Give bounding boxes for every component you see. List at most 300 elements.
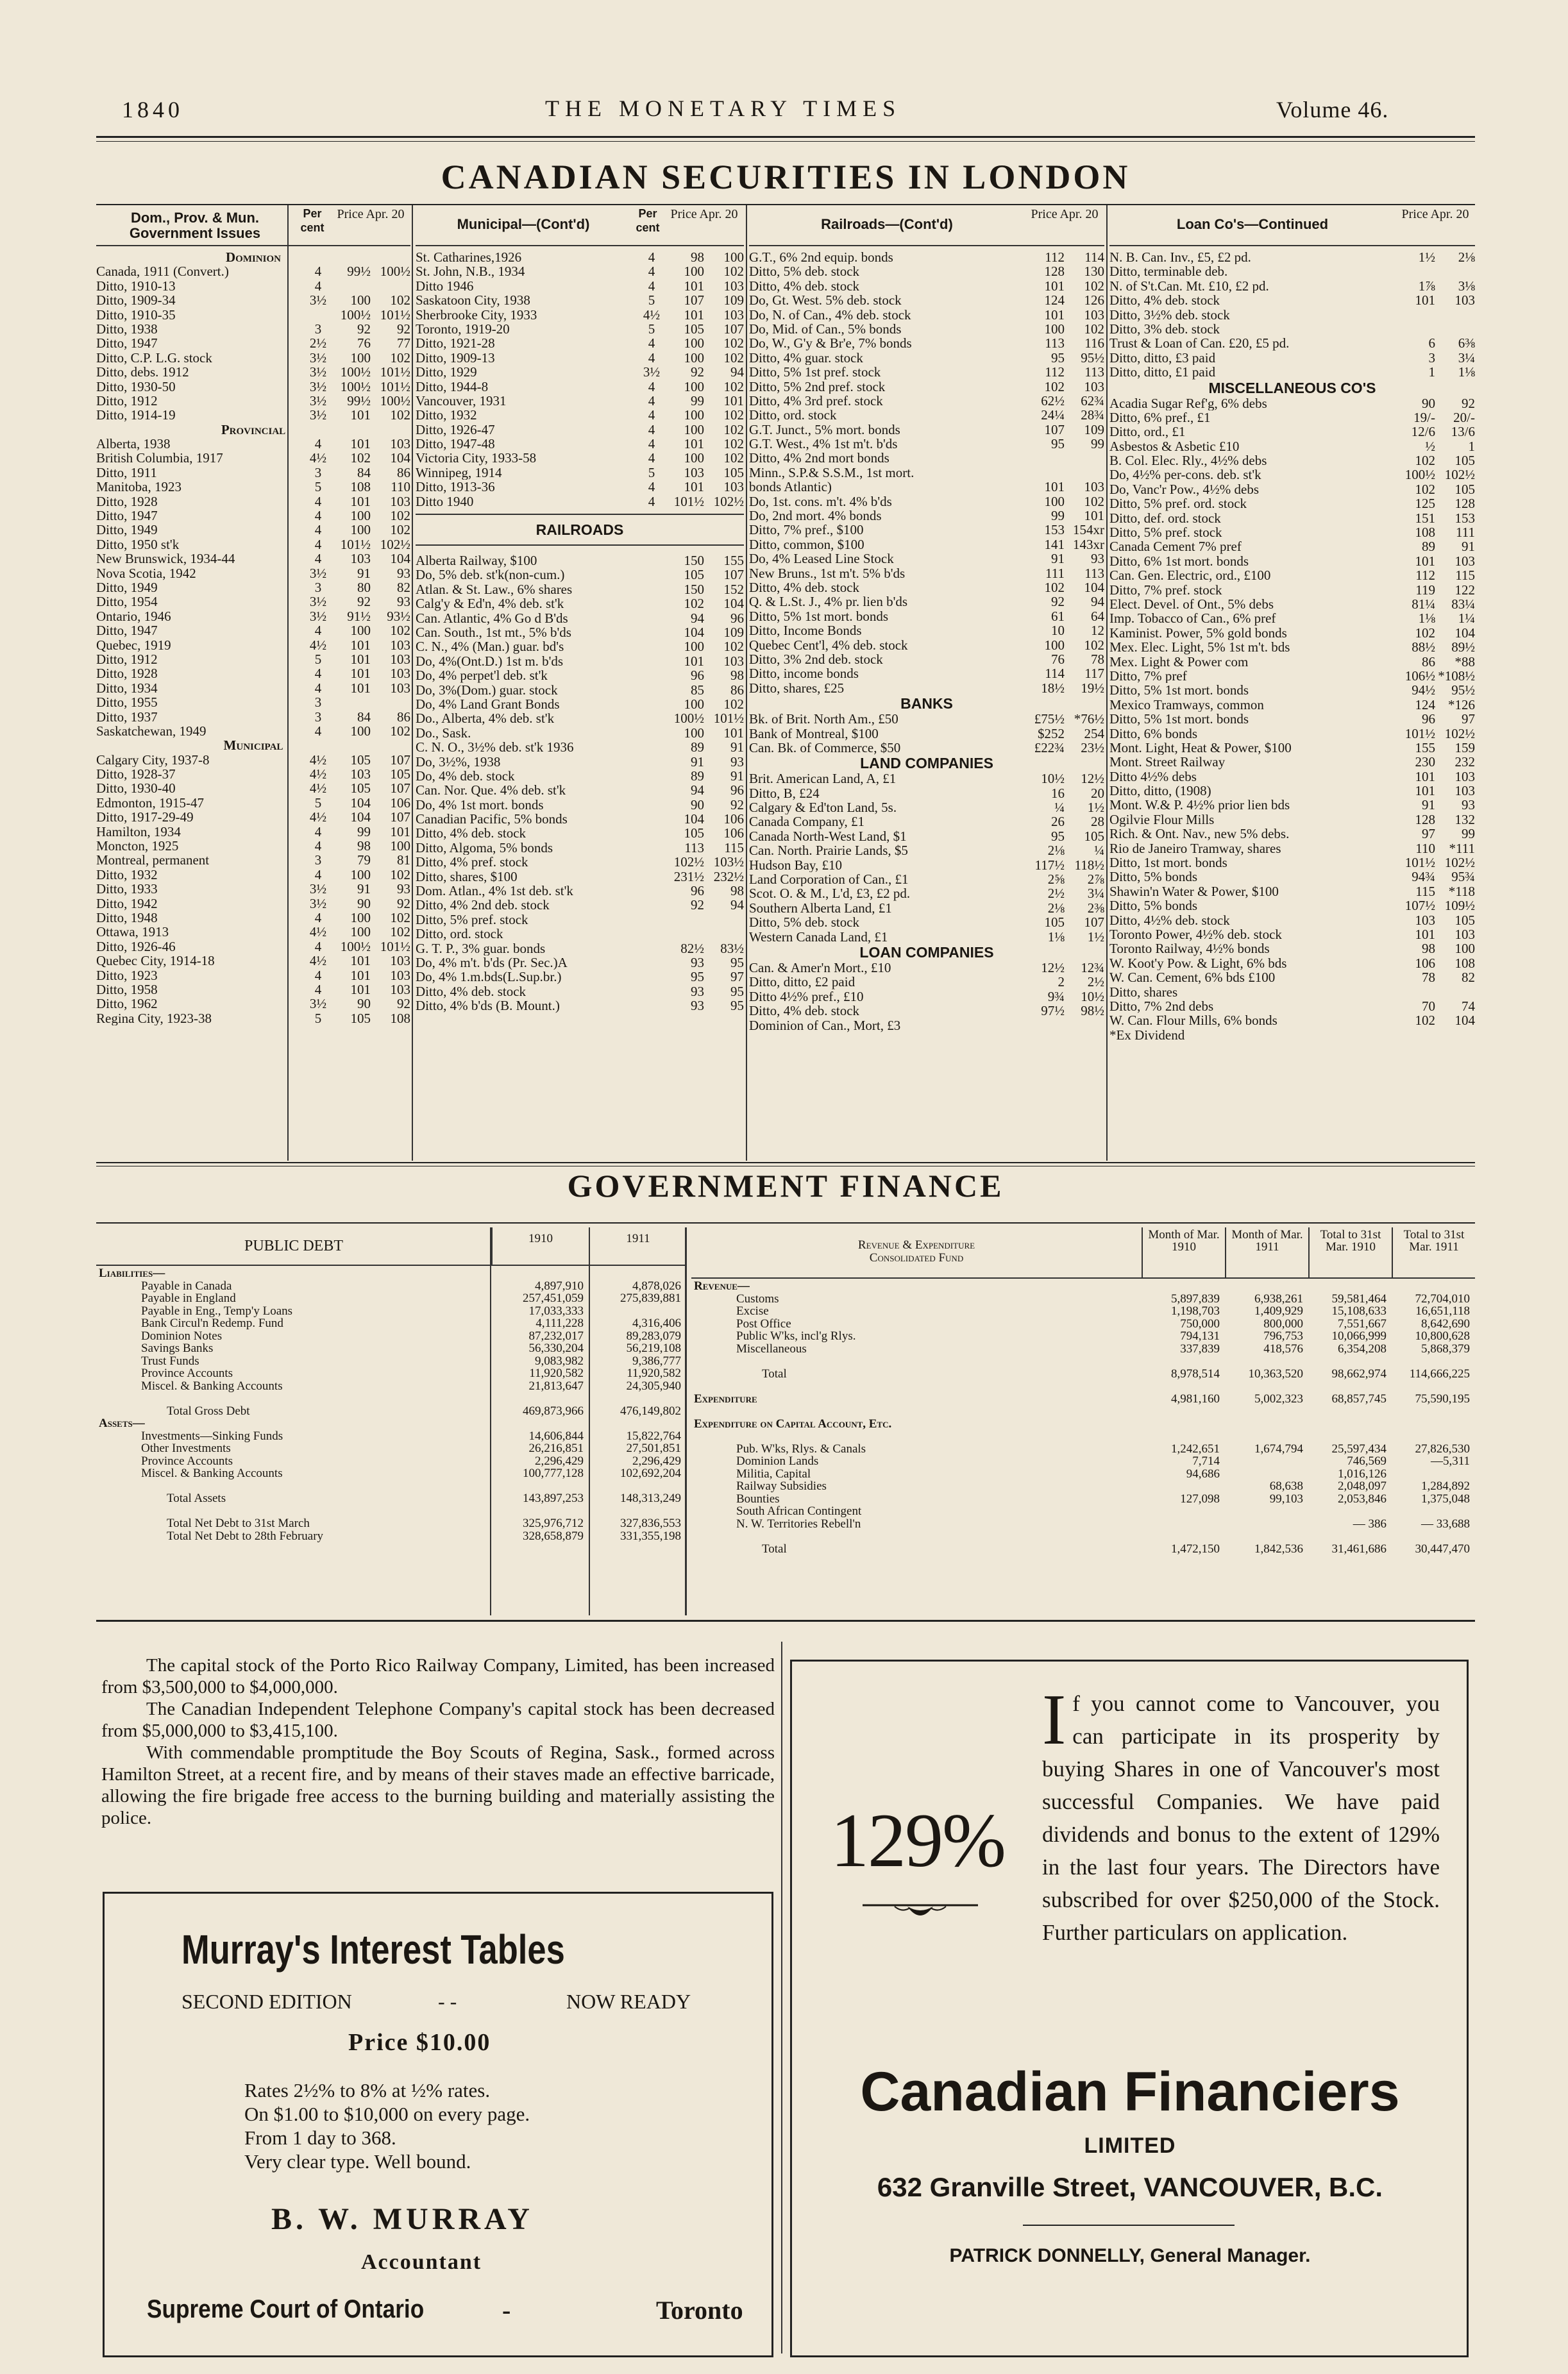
security-name: Do, 3½%, 1938: [416, 754, 501, 769]
price-high: 100½: [380, 392, 410, 408]
per-cent: 5: [314, 795, 322, 811]
value-cell: [1142, 1280, 1225, 1293]
price-low: 102: [684, 596, 704, 612]
section-heading: Dominion: [226, 249, 281, 265]
security-name: Ditto, 1947-48: [416, 437, 495, 451]
table-row: [96, 968, 410, 982]
security-name: Kaminist. Power, 5% gold bonds: [1109, 625, 1287, 641]
price-low: 97: [1422, 826, 1435, 842]
price-high: 106: [390, 795, 410, 811]
price-low: 101: [1415, 553, 1435, 569]
table-row: [1109, 956, 1475, 970]
per-cent: 3½: [643, 364, 661, 380]
value-cell: 1,409,929: [1254, 1304, 1303, 1318]
per-cent: 4: [314, 623, 322, 639]
revenue-subtitle: Consolidated Fund: [869, 1250, 964, 1265]
price-low: 102: [1415, 1013, 1435, 1029]
value-cell: 4,878,026: [632, 1279, 681, 1293]
price-high: 97: [1462, 711, 1475, 727]
row-label: Payable in England: [141, 1292, 236, 1305]
price-high: 254: [1084, 725, 1104, 741]
price-low: 24¼: [1041, 407, 1065, 423]
security-name: Ditto, 1958: [96, 982, 158, 997]
price-low: 19/-: [1413, 409, 1435, 425]
price-high: 102: [723, 450, 744, 466]
table-row: [1109, 827, 1475, 841]
per-cent: 4: [314, 967, 322, 983]
value-cell: [1142, 1405, 1225, 1418]
price-low: £75½: [1034, 711, 1065, 727]
table-row: [416, 279, 744, 293]
price-high: 20: [1091, 785, 1104, 801]
value-cell: 11,920,582: [529, 1367, 584, 1380]
price-low: 100: [350, 623, 371, 639]
table-row: [691, 1455, 1475, 1468]
row-label: [691, 1405, 1142, 1418]
security-name: Ditto, 1911: [96, 465, 157, 480]
price-high: 101½: [380, 938, 410, 954]
security-name: Ditto, Algoma, 5% bonds: [416, 840, 553, 855]
price-low: 88½: [1412, 639, 1435, 655]
table-row: [96, 1330, 686, 1343]
price-low: [331, 279, 371, 293]
value-cell: [1392, 1468, 1475, 1481]
per-cent: [639, 841, 664, 855]
table-row: [416, 611, 744, 625]
value-cell: 4,897,910: [535, 1279, 584, 1293]
table-row: [1109, 410, 1475, 425]
price-low: 104: [684, 811, 704, 827]
price-high: 115: [724, 839, 744, 855]
price-high: 109: [723, 292, 744, 308]
price-low: 84: [357, 709, 371, 725]
price-low: 101: [1415, 926, 1435, 942]
value-cell: 328,658,879: [523, 1529, 584, 1543]
security-name: Ditto, 4% deb. stock: [749, 278, 860, 294]
price-high: 102: [1084, 321, 1104, 337]
table-row: [1109, 583, 1475, 597]
security-name: Ditto, 1947: [96, 623, 158, 638]
value-cell: 26,216,851: [528, 1442, 584, 1455]
value-cell: 7,714: [1192, 1454, 1220, 1468]
per-cent: [305, 308, 331, 322]
value-cell: [589, 1392, 686, 1405]
price-high: 109: [723, 624, 744, 640]
security-name: Ditto, 1909-34: [96, 293, 176, 308]
value-cell: 17,033,333: [528, 1304, 584, 1318]
price-low: 100: [684, 378, 704, 394]
price-low: 101: [350, 436, 371, 452]
price-high: 232: [1454, 754, 1475, 770]
price-high: [704, 927, 744, 941]
table-row: [691, 1543, 1475, 1556]
price-low: 105: [350, 780, 371, 796]
price-low: 101: [350, 981, 371, 997]
table-row: [749, 380, 1104, 394]
price-high: 99: [1462, 826, 1475, 842]
price-low: 101½: [673, 493, 704, 509]
per-cent: 3: [314, 579, 322, 595]
edition-dash: - -: [438, 1990, 457, 2013]
price-high: 93: [1091, 551, 1104, 567]
price-high: 86: [397, 464, 410, 480]
table-row: [1109, 812, 1475, 827]
value-cell: 10,363,520: [1248, 1367, 1303, 1381]
value-cell: 1,674,794: [1254, 1442, 1303, 1456]
price-high: *111: [1449, 840, 1475, 856]
table-row: [96, 1280, 686, 1293]
security-name: Canada Cement 7% pref: [1109, 539, 1242, 554]
table-row: [96, 1467, 686, 1480]
table-row: [1109, 770, 1475, 784]
security-name: Ditto, 5% deb. stock: [749, 915, 860, 930]
price-low: [1025, 1018, 1065, 1032]
price-high: 102½: [1444, 467, 1475, 483]
canadian-financiers-advertisement: [790, 1660, 1469, 2357]
security-name: Ditto, 1910-13: [96, 278, 176, 294]
security-name: Ditto, 1934: [96, 680, 158, 696]
value-cell: 469,873,966: [523, 1404, 584, 1418]
price-high: 159: [1454, 739, 1475, 755]
price-high: 107: [390, 752, 410, 768]
value-cell: [1142, 1518, 1225, 1531]
row-label: Pub. W'ks, Rlys. & Canals: [736, 1442, 866, 1456]
table-row: [416, 654, 744, 668]
table-row: [1109, 784, 1475, 798]
security-name: Ditto, 4½% deb. stock: [1109, 913, 1230, 927]
price-high: 105: [1454, 912, 1475, 928]
price-high: 81: [397, 852, 410, 868]
price-high: 91: [730, 768, 744, 784]
table-row: [1109, 351, 1475, 365]
price-low: £22¾: [1034, 739, 1065, 755]
value-cell: 750,000: [1180, 1317, 1220, 1331]
security-name: Ditto, 1928: [96, 666, 158, 681]
table-row: [416, 365, 744, 379]
table-row: [96, 509, 410, 523]
table-row: [96, 724, 410, 738]
price-low: 1⅛: [1047, 929, 1065, 945]
col-divider: [746, 205, 747, 1161]
price-high: 99: [1091, 436, 1104, 452]
price-low: 112: [1045, 249, 1065, 265]
security-name: Can. Bk. of Commerce, $50: [749, 740, 901, 755]
security-name: Ditto, 4% deb. stock: [416, 826, 527, 841]
value-cell: 1,284,892: [1421, 1479, 1470, 1493]
per-cent: [639, 870, 664, 884]
value-cell: 16,651,118: [1415, 1304, 1470, 1318]
price-low: 124: [1415, 696, 1435, 712]
table-row: [1109, 999, 1475, 1013]
value-cell: [589, 1305, 686, 1318]
price-low: 92: [357, 321, 371, 337]
security-name: Q. & L.St. J., 4% pr. lien b'ds: [749, 594, 908, 609]
security-name: Mex. Elec. Light, 5% 1st m't. bds: [1109, 640, 1290, 655]
price-high: 3⅛: [1458, 278, 1475, 294]
security-name: Ditto, Income Bonds: [749, 623, 862, 638]
table-row: [416, 984, 744, 998]
table-row: [749, 975, 1104, 989]
price-low: 10: [1051, 623, 1065, 639]
per-cent: 4½: [309, 924, 327, 940]
security-name: Ditto, C.P. L.G. stock: [96, 350, 212, 366]
price-low: 113: [684, 839, 704, 855]
table-row: [416, 870, 744, 884]
security-name: Do, 5% deb. st'k(non-cum.): [416, 568, 565, 582]
value-cell: 8,642,690: [1421, 1317, 1470, 1331]
security-name: Elect. Devel. of Ont., 5% debs: [1109, 596, 1274, 612]
security-name: Ditto, income bonds: [749, 666, 859, 681]
price-low: 110: [1415, 840, 1435, 856]
edition: SECOND EDITION: [181, 1990, 352, 2013]
security-name: Canada North-West Land, $1: [749, 829, 907, 844]
price-high: 97: [730, 969, 744, 985]
price-high: 102½: [1444, 725, 1475, 741]
security-name: Ditto, 5% bonds: [1109, 898, 1198, 913]
value-cell: 800,000: [1263, 1317, 1303, 1331]
price-high: 2⅞: [1087, 871, 1104, 888]
price-high: 82: [1462, 970, 1475, 986]
feature-amounts: On $1.00 to $10,000 on every page.: [244, 2103, 530, 2125]
price-high: 102: [723, 436, 744, 452]
table-row: [96, 796, 410, 810]
row-label: Expenditure on Capital Account, Etc.: [694, 1417, 892, 1431]
header-rule-2: [96, 141, 1475, 142]
table-row: [749, 322, 1104, 336]
price-high: 101: [723, 725, 744, 741]
table-row: [1109, 597, 1475, 611]
feature-days: From 1 day to 368.: [244, 2126, 396, 2149]
price-high: 104: [723, 596, 744, 612]
value-cell: 9,386,777: [632, 1354, 681, 1368]
security-name: Scot. O. & M., L'd, £3, £2 pd.: [749, 886, 911, 901]
table-row: [96, 1455, 686, 1468]
security-name: Ditto, 7% pref., $100: [749, 523, 864, 537]
price-low: 105: [684, 567, 704, 583]
table-row: [96, 652, 410, 666]
table-row: [96, 322, 410, 336]
section-heading: BANKS: [900, 695, 953, 712]
security-name: Ditto, 1944-8: [416, 379, 489, 394]
security-name: Ditto, shares, £25: [749, 680, 845, 696]
price-low: 101: [350, 493, 371, 509]
table-row: [416, 826, 744, 840]
table-row: [691, 1318, 1475, 1331]
price-high: 64: [1091, 608, 1104, 624]
security-name: Quebec Cent'l, 4% deb. stock: [749, 637, 908, 652]
security-name: Ditto, 1955: [96, 695, 158, 710]
security-name: Ditto 4½% debs: [1109, 769, 1197, 784]
security-name: Do, Mid. of Can., 5% bonds: [749, 321, 902, 337]
value-cell: [1308, 1418, 1392, 1431]
security-name: Ditto, 5% 2nd pref. stock: [749, 379, 886, 394]
security-name: W. Can. Cement, 6% bds £100: [1109, 970, 1276, 985]
price-low: 100: [684, 421, 704, 437]
table-row: [749, 250, 1104, 264]
security-name: Ditto, 5% 1st pref. stock: [749, 365, 881, 380]
security-name: Manitoba, 1923: [96, 480, 181, 494]
table-row: [691, 1280, 1475, 1293]
security-name: Do, 4½% per-cons. deb. st'k: [1109, 467, 1261, 482]
security-name: Mont. W.& P. 4½% prior lien bds: [1109, 798, 1290, 812]
per-cent: [639, 755, 664, 769]
security-name: Ditto, ditto, £3 paid: [1109, 350, 1216, 366]
price-high: 102: [390, 407, 410, 423]
value-cell: 72,704,010: [1415, 1292, 1470, 1306]
table-row: [96, 839, 410, 853]
value-cell: 94,686: [1186, 1467, 1220, 1481]
value-cell: 6,938,261: [1254, 1292, 1303, 1306]
price-low: 104: [684, 624, 704, 640]
price-low: 92: [357, 594, 371, 610]
per-cent: [639, 826, 664, 840]
table-row: [96, 523, 410, 537]
per-cent: 4: [648, 436, 655, 452]
table-row: [1109, 539, 1475, 553]
murray-features: [244, 2078, 530, 2173]
table-row: [1109, 425, 1475, 439]
price-low: 61: [1051, 608, 1065, 624]
price-low: 113: [1045, 335, 1065, 351]
value-cell: 275,839,881: [620, 1292, 681, 1305]
table-row: [96, 1530, 686, 1543]
price-low: 151: [1415, 510, 1435, 526]
price-low: 91: [1422, 797, 1435, 813]
security-name: New Bruns., 1st m't. 5% b'ds: [749, 566, 906, 580]
price-low: 100½: [340, 378, 371, 394]
table-row: [1109, 336, 1475, 350]
security-name: Dom. Atlan., 4% 1st deb. st'k: [416, 884, 573, 898]
table-row: [1109, 1013, 1475, 1027]
price-low: [1395, 264, 1435, 278]
column-heading: Dom., Prov. & Mun.: [130, 210, 260, 226]
price-high: 83¼: [1451, 596, 1475, 612]
security-name: Winnipeg, 1914: [416, 465, 502, 480]
per-cent: 4½: [309, 450, 327, 466]
security-name: G.T. Junct., 5% mort. bonds: [749, 422, 900, 437]
price-low: 105: [684, 321, 704, 337]
table-row: [96, 810, 410, 824]
revenue-expenditure-table: [691, 1227, 1475, 1555]
price-low: 107½: [1404, 898, 1435, 914]
table-row: [416, 697, 744, 711]
value-cell: [1308, 1530, 1392, 1543]
value-cell: [589, 1480, 686, 1493]
security-name: Ditto, 5% 1st mort. bonds: [749, 609, 889, 624]
price-low: 105: [350, 752, 371, 768]
price-high: 106: [723, 825, 744, 841]
per-cent: [639, 639, 664, 653]
price-high: 62¾: [1081, 392, 1104, 408]
price-low: [664, 913, 704, 927]
table-row: [96, 1342, 686, 1355]
table-row: [749, 989, 1104, 1004]
value-cell: [1142, 1480, 1225, 1493]
security-name: Ditto, 4% 2nd mort bonds: [749, 451, 889, 466]
price-high: 2⅛: [1458, 249, 1475, 265]
debt-divider: [490, 1227, 491, 1615]
value-cell: 10,066,999: [1331, 1329, 1387, 1343]
table-row: [691, 1518, 1475, 1531]
security-name: Calg'y & Ed'n, 4% deb. st'k: [416, 596, 564, 611]
table-row: [96, 308, 410, 322]
price-low: 100½: [340, 364, 371, 380]
security-name: Ditto, 7% pref. stock: [1109, 582, 1222, 597]
table-row: [749, 829, 1104, 843]
price-low: 103: [1415, 912, 1435, 928]
value-cell: [491, 1480, 589, 1493]
security-name: Ditto, debs. 1912: [96, 365, 189, 380]
price-high: 103½: [713, 854, 744, 870]
price-low: 76: [1051, 651, 1065, 667]
security-name: Toronto Power, 4½% deb. stock: [1109, 927, 1282, 942]
value-cell: 15,822,764: [626, 1429, 681, 1443]
price-high: 3¼: [1087, 886, 1104, 902]
price-high: 102: [390, 909, 410, 925]
security-name: Canada, 1911 (Convert.): [96, 264, 229, 279]
security-name: Ditto, 1917-29-49: [96, 810, 194, 825]
security-name: Do, 2nd mort. 4% bonds: [749, 509, 882, 523]
table-row: [749, 264, 1104, 278]
value-cell: [1225, 1455, 1308, 1468]
price-high: 92: [397, 895, 410, 911]
value-cell: [1392, 1355, 1475, 1368]
price-low: 101: [684, 307, 704, 323]
per-cent: 3: [314, 709, 322, 725]
security-name: Edmonton, 1915-47: [96, 795, 204, 811]
price-high: 93: [1462, 797, 1475, 813]
table-row: [1109, 798, 1475, 812]
price-low: 95: [691, 969, 704, 985]
price-high: 101½: [713, 711, 744, 727]
price-low: 92: [1051, 594, 1065, 610]
column-divider-lower: [781, 1642, 782, 2353]
table-row: [96, 1011, 410, 1025]
table-row: [749, 915, 1104, 929]
per-cent: 3½: [309, 996, 327, 1012]
row-label: Excise: [736, 1304, 769, 1318]
price-low: 100½: [340, 938, 371, 954]
price-low: 1: [1428, 364, 1435, 380]
table-row: [749, 408, 1104, 422]
price-low: 2⅛: [1047, 900, 1065, 916]
value-cell: 794,131: [1180, 1329, 1220, 1343]
price-high: 152: [723, 581, 744, 597]
table-row: [749, 901, 1104, 915]
table-row: [691, 1380, 1475, 1393]
row-label: [96, 1392, 491, 1405]
price-low: 99½: [347, 264, 371, 280]
price-low: 79: [357, 852, 371, 868]
price-high: 130: [1084, 264, 1104, 280]
security-name: Ditto, 1932: [416, 408, 477, 423]
table-row: [1109, 525, 1475, 539]
per-cent: 4: [314, 838, 322, 854]
table-row: [749, 394, 1104, 408]
per-cent: 4½: [643, 307, 661, 323]
table-row: [749, 466, 1104, 480]
price-low: 94: [691, 610, 704, 626]
security-name: Ditto, 1942: [96, 896, 158, 911]
security-name: bonds Atlantic): [749, 480, 832, 494]
table-row: [1109, 855, 1475, 870]
table-row: [1109, 913, 1475, 927]
feature-rates: Rates 2½% to 8% at ½% rates.: [244, 2079, 491, 2101]
price-low: 2⅛: [1047, 843, 1065, 859]
table-row: [96, 638, 410, 652]
price-high: 91: [1462, 539, 1475, 555]
table-row: [749, 712, 1104, 726]
